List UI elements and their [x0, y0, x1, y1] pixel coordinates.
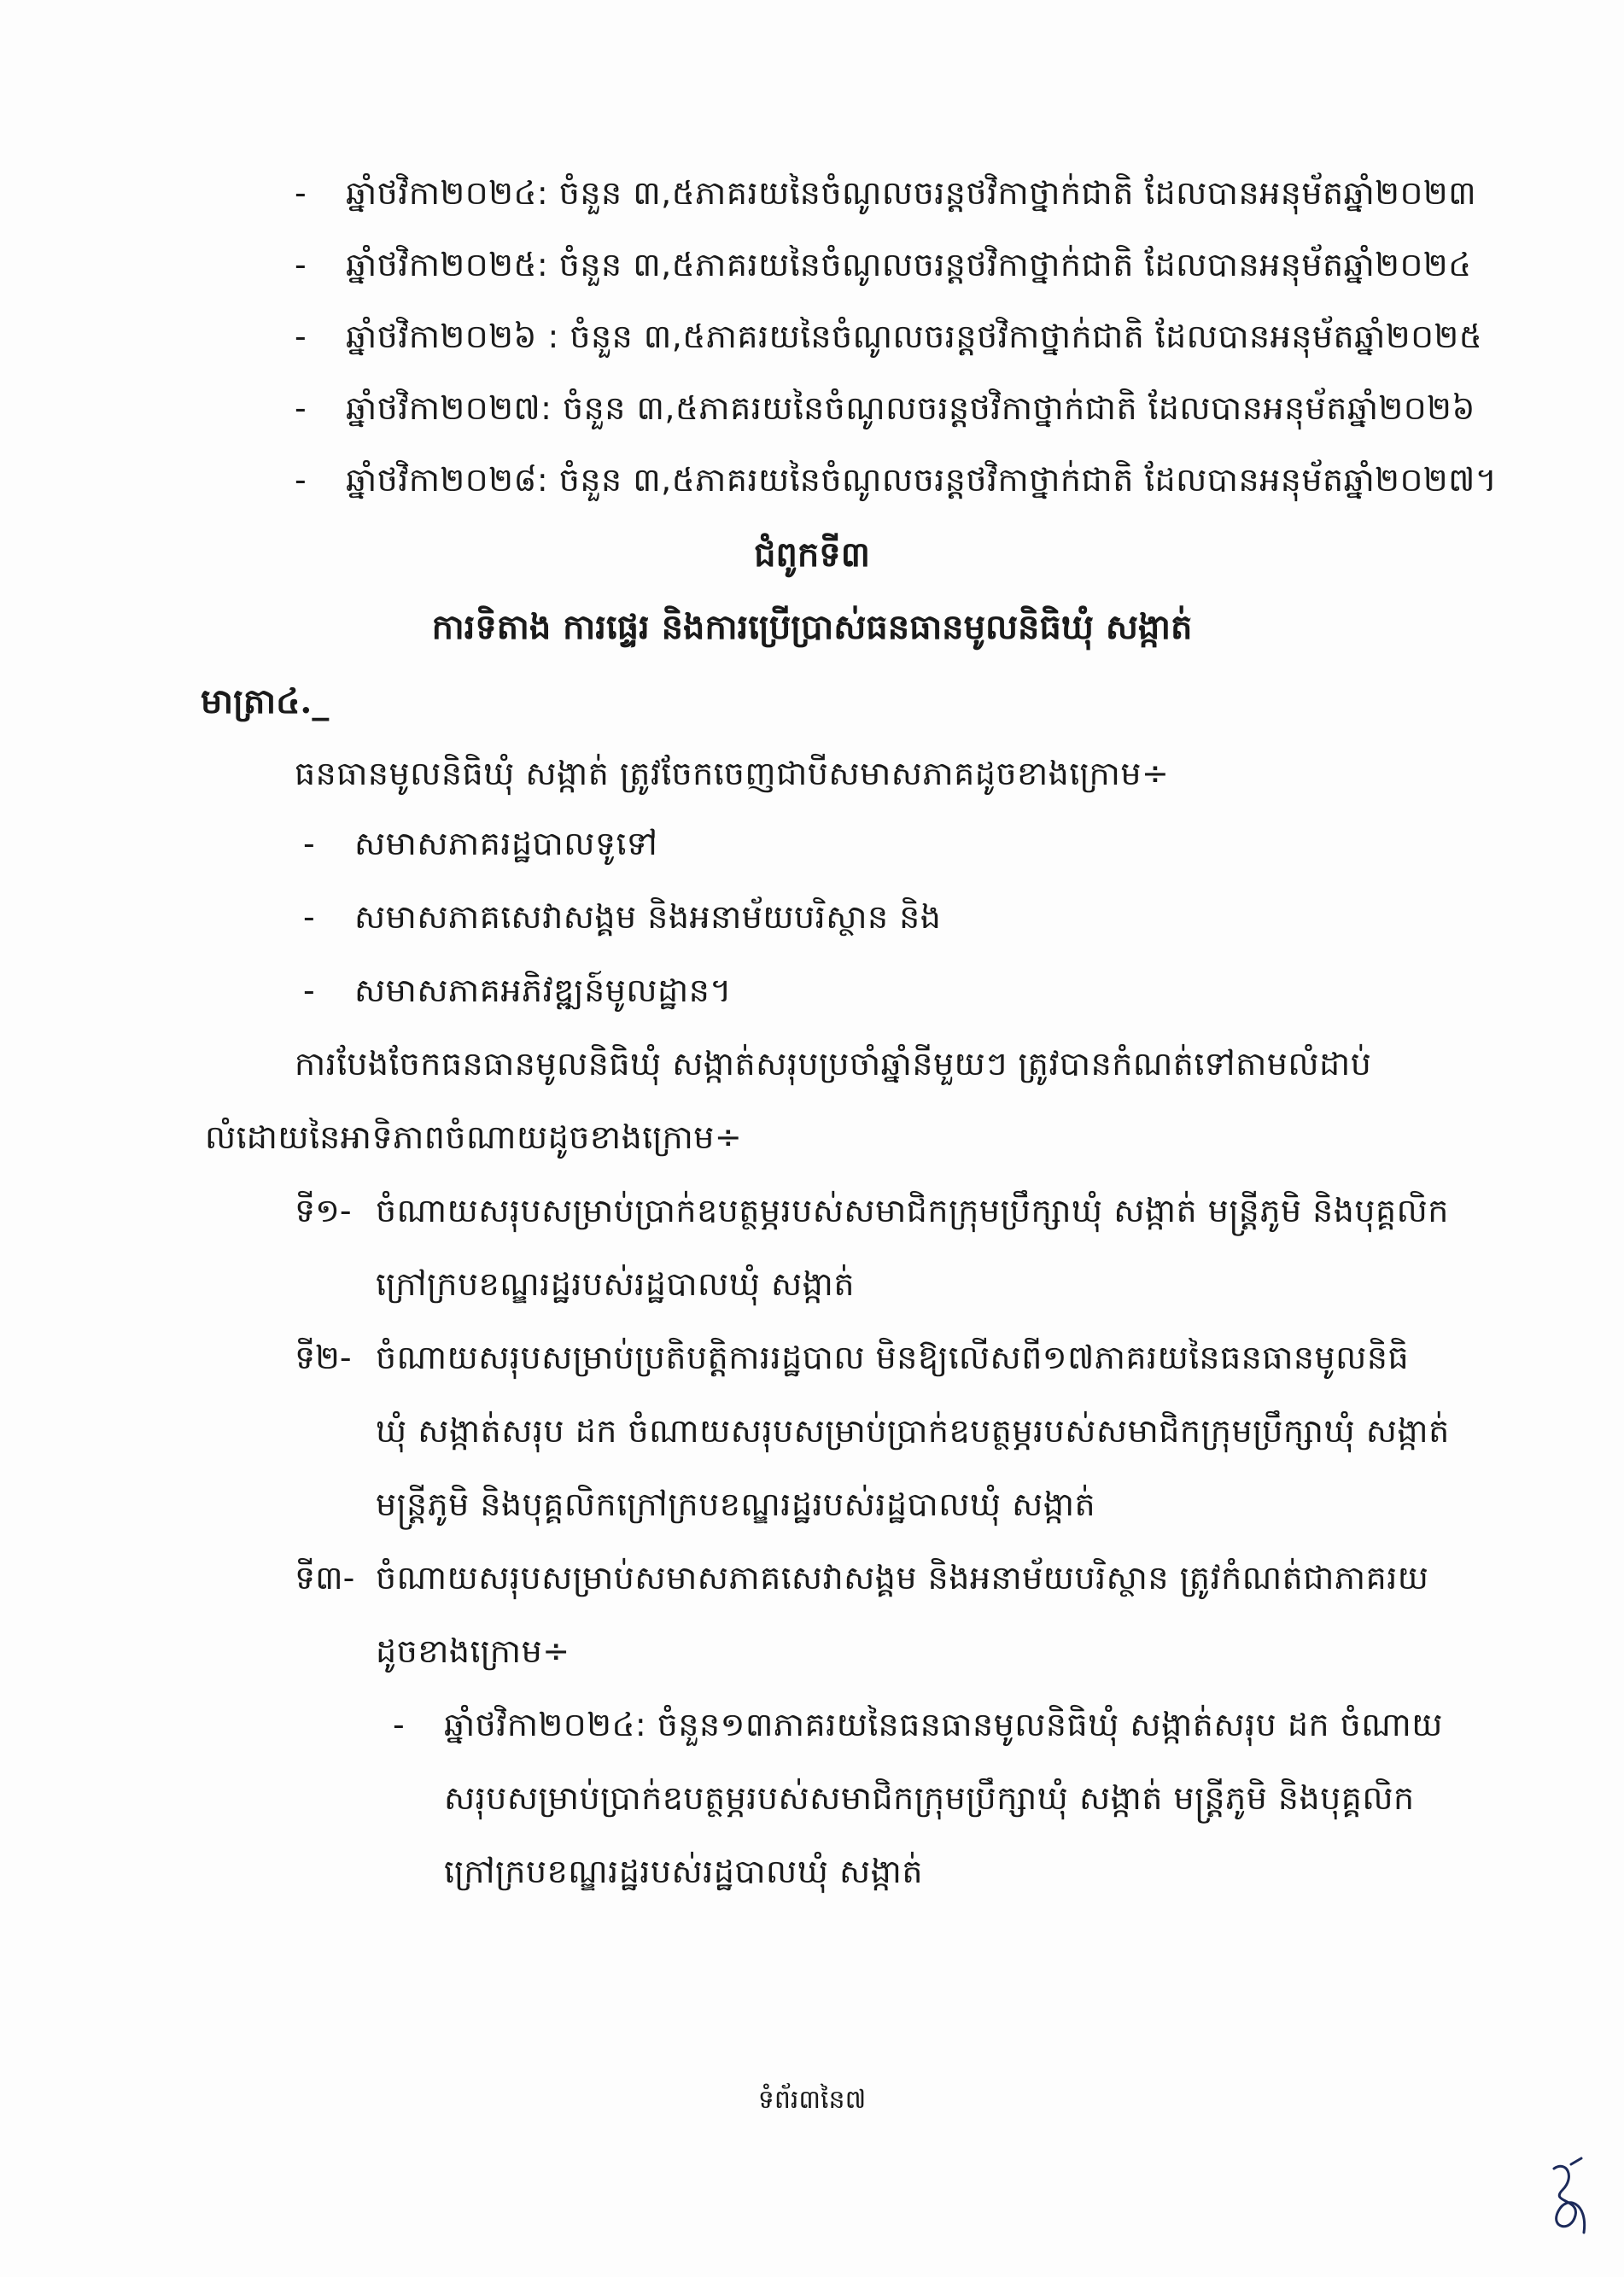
sub-item-bullet: - [393, 1706, 405, 1743]
list-bullet: - [295, 389, 307, 427]
priority-label: ទី២- [295, 1339, 352, 1376]
priority-text: ក្រៅក្របខណ្ឌរដ្ឋរបស់រដ្ឋបាលឃុំ សង្កាត់ [376, 1265, 855, 1303]
article-heading: មាត្រា៤._ [201, 681, 330, 721]
list-item: ឆ្នាំថវិកា២០២៨: ចំនួន ៣,៥ភាគរយនៃចំណូលចរន្តថវិកាថ្នាក់ជាតិ ដែលបានអនុម័តឆ្នាំ២០២៧។ [346, 461, 1498, 499]
sub-item-text: ឆ្នាំថវិកា២០២៤: ចំនួន១៣ភាគរយនៃធនធានមូលនិធិឃុំ សង្កាត់សរុប ដក ចំណាយ [444, 1706, 1443, 1743]
list-bullet: - [295, 461, 307, 499]
component-item: សមាសភាគអភិវឌ្ឍន៍មូលដ្ឋាន។ [354, 972, 732, 1009]
priority-text: មន្ត្រីភូមិ និងបុគ្គលិកក្រៅក្របខណ្ឌរដ្ឋរបស់រដ្ឋបាលឃុំ សង្កាត់ [376, 1486, 1096, 1523]
component-item: សមាសភាគរដ្ឋបាលទូទៅ [354, 825, 658, 862]
sub-item-text: ក្រៅក្របខណ្ឌរដ្ឋរបស់រដ្ឋបាលឃុំ សង្កាត់ [444, 1853, 923, 1890]
list-bullet: - [295, 174, 307, 212]
intro-paragraph: ធនធានមូលនិធិឃុំ សង្កាត់ ត្រូវចែកចេញជាបីសមាសភាគដូចខាងក្រោម÷ [295, 755, 1170, 792]
list-item: ឆ្នាំថវិកា២០២៦ : ចំនួន ៣,៥ភាគរយនៃចំណូលចរន្តថវិកាថ្នាក់ជាតិ ដែលបានអនុម័តឆ្នាំ២០២៥ [346, 318, 1483, 355]
list-item: ឆ្នាំថវិកា២០២៧: ចំនួន ៣,៥ភាគរយនៃចំណូលចរន្តថវិកាថ្នាក់ជាតិ ដែលបានអនុម័តឆ្នាំ២០២៦ [346, 389, 1475, 427]
component-bullet: - [303, 825, 315, 862]
page-number: ទំព័រ៣នៃ៧ [757, 2085, 867, 2115]
priority-text: ដូចខាងក្រោម÷ [376, 1632, 570, 1670]
list-item: ឆ្នាំថវិកា២០២៤: ចំនួន ៣,៥ភាគរយនៃចំណូលចរន្តថវិកាថ្នាក់ជាតិ ដែលបានអនុម័តឆ្នាំ២០២៣ [346, 174, 1477, 212]
priority-label: ទី១- [295, 1192, 352, 1229]
priority-text: ចំណាយសរុបសម្រាប់សមាសភាគសេវាសង្គម និងអនាម័យបរិស្ថាន ត្រូវកំណត់ជាភាគរយ [376, 1559, 1429, 1597]
chapter-title: ការទិតាង ការផ្ទេរ និងការប្រើប្រាស់ធនធានមូលនិធិឃុំ សង្កាត់ [431, 607, 1193, 647]
priority-label: ទី៣- [295, 1559, 355, 1597]
priority-text: ចំណាយសរុបសម្រាប់ប្រាក់ឧបត្ថម្ភរបស់សមាជិកក្រុមប្រឹក្សាឃុំ សង្កាត់ មន្ត្រីភូមិ និងបុគ្គលិក [376, 1192, 1449, 1229]
priority-text: ឃុំ សង្កាត់សរុប ដក ចំណាយសរុបសម្រាប់ប្រាក់ឧបត្ថម្ភរបស់សមាជិកក្រុមប្រឹក្សាឃុំ សង្កាត់ [376, 1412, 1450, 1450]
chapter-heading: ជំពូកទី៣ [754, 534, 870, 575]
signature-mark [1528, 2151, 1605, 2254]
list-bullet: - [295, 318, 307, 355]
list-bullet: - [295, 246, 307, 283]
sub-item-text: សរុបសម្រាប់ប្រាក់ឧបត្ថម្ភរបស់សមាជិកក្រុមប្រឹក្សាឃុំ សង្កាត់ មន្ត្រីភូមិ និងបុគ្គលិក [444, 1779, 1415, 1817]
component-item: សមាសភាគសេវាសង្គម និងអនាម័យបរិស្ថាន និង [354, 898, 942, 936]
allocation-paragraph-line1: ការបែងចែកធនធានមូលនិធិឃុំ សង្កាត់សរុបប្រចាំឆ្នាំនីមួយៗ ត្រូវបានកំណត់ទៅតាមលំដាប់ [295, 1045, 1372, 1083]
component-bullet: - [303, 898, 315, 936]
priority-text: ចំណាយសរុបសម្រាប់ប្រតិបត្តិការរដ្ឋបាល មិនឱ្យលើសពី១៧ភាគរយនៃធនធានមូលនិធិ [376, 1339, 1410, 1376]
component-bullet: - [303, 972, 315, 1009]
allocation-paragraph-line2: លំដោយនៃអាទិភាពចំណាយដូចខាងក្រោម÷ [205, 1118, 743, 1156]
list-item: ឆ្នាំថវិកា២០២៥: ចំនួន ៣,៥ភាគរយនៃចំណូលចរន្តថវិកាថ្នាក់ជាតិ ដែលបានអនុម័តឆ្នាំ២០២៤ [346, 246, 1472, 283]
